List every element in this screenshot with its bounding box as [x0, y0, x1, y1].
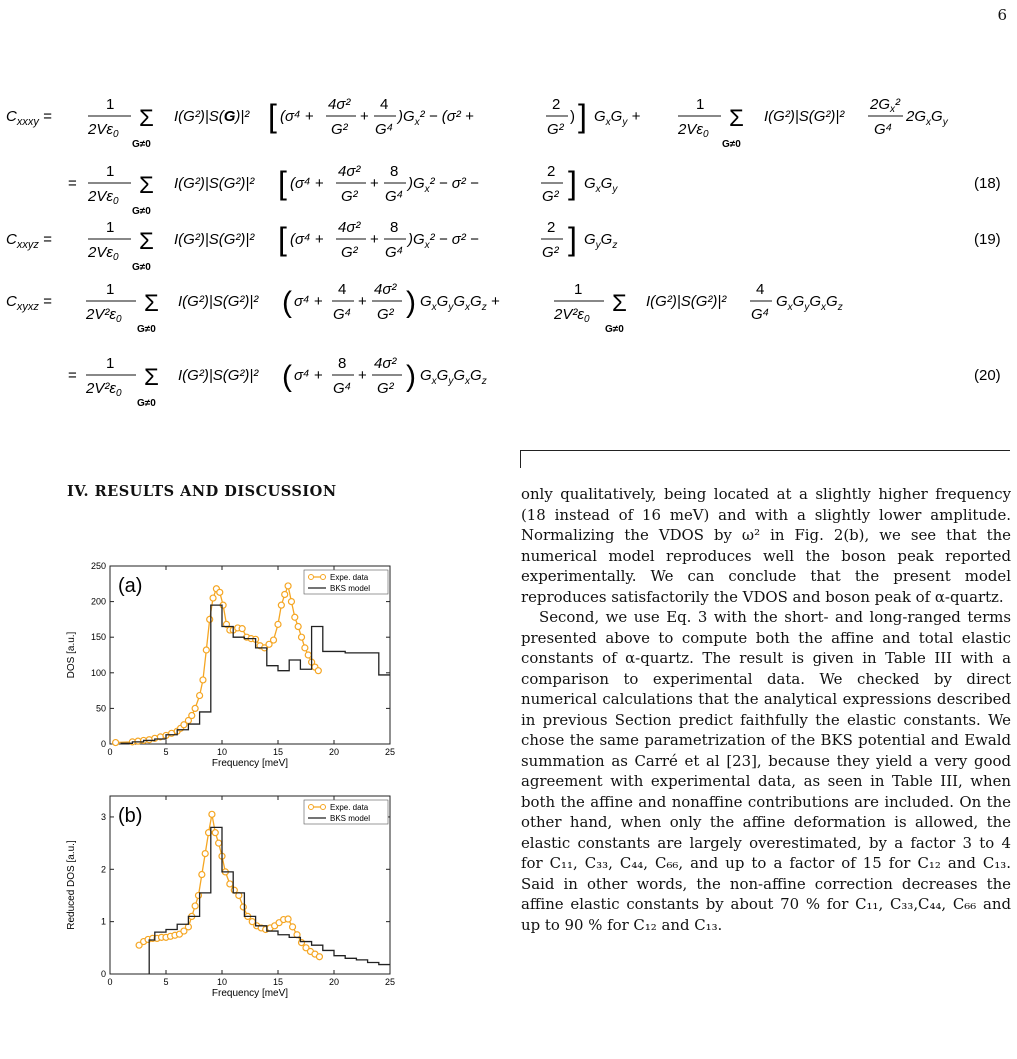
y-tick-label: 150	[90, 632, 106, 643]
svg-text:2: 2	[552, 96, 561, 113]
experiment-point	[227, 881, 233, 887]
experiment-point	[278, 602, 284, 608]
legend-exp-marker	[321, 575, 326, 580]
svg-text:2V²ε0: $2V^2\varepsilon_0$	[86, 380, 122, 399]
experiment-point	[305, 652, 311, 658]
svg-text:Σ: Σ	[139, 172, 154, 199]
svg-text:GxGy: $G_xG_y$	[584, 175, 618, 195]
legend-exp-label: Expe. data	[330, 803, 369, 812]
experiment-point	[285, 916, 291, 922]
svg-text:I(G²)|S(G²)|²: I(G²)|S(G²)|²	[174, 231, 255, 248]
y-tick-label: 0	[100, 969, 106, 979]
experiment-point	[299, 940, 305, 946]
svg-text:Cxyxz =: $C_{xyxz}$ =	[6, 293, 52, 313]
experiment-point	[202, 851, 208, 857]
svg-text:G⁴: G⁴	[874, 121, 893, 138]
svg-text:Σ: Σ	[612, 290, 627, 317]
svg-text:G²: G²	[542, 244, 559, 261]
experiment-point	[212, 830, 218, 836]
x-tick-label: 5	[163, 747, 169, 757]
experiment-point	[207, 616, 213, 622]
legend-exp-marker	[309, 575, 314, 580]
y-tick-label: 250	[90, 561, 106, 571]
svg-text:(: (	[282, 286, 292, 319]
svg-text:2V²ε0: $2V^2\varepsilon_0$	[86, 306, 122, 325]
svg-text:G²: G²	[542, 188, 559, 205]
x-tick-label: 0	[107, 977, 113, 987]
experiment-point	[302, 645, 308, 651]
x-axis-label: Frequency [meV]	[211, 988, 289, 999]
svg-text:)Gx² − σ² −: )$G_x^2 - \sigma^2$ −	[408, 231, 479, 251]
svg-text:G²: G²	[341, 244, 358, 261]
equations-svg	[6, 84, 1011, 424]
experiment-point	[282, 591, 288, 597]
svg-text:+: +	[360, 108, 369, 125]
svg-text:GyGz: $G_yG_z$	[584, 231, 618, 251]
svg-text:2: 2	[547, 163, 556, 180]
svg-text:G²: G²	[377, 306, 394, 323]
x-tick-label: 20	[328, 747, 340, 757]
svg-text:G≠0: G≠0	[722, 139, 741, 150]
x-axis-label: Frequency [meV]	[211, 758, 289, 769]
y-tick-label: 50	[95, 703, 106, 714]
svg-text:I(G²)|S(G²)|²: I(G²)|S(G²)|²	[178, 367, 259, 384]
svg-text:=: =	[68, 175, 77, 192]
section-heading: IV. RESULTS AND DISCUSSION	[67, 483, 337, 500]
x-tick-label: 15	[272, 747, 284, 757]
experiment-point	[239, 626, 245, 632]
svg-text:(: (	[282, 360, 292, 393]
x-tick-label: 25	[384, 747, 396, 757]
svg-text:=: =	[68, 367, 77, 384]
svg-text:I(G²)|S(G)|²: I(G²)|S(G)|²	[174, 108, 250, 125]
legend-exp-marker	[309, 805, 314, 810]
svg-text:]: ]	[578, 98, 587, 134]
eq-19-number: (19)	[974, 231, 1001, 248]
svg-text:1: 1	[106, 96, 115, 113]
experiment-line	[116, 586, 319, 743]
svg-text:4σ²: 4σ²	[328, 96, 351, 113]
figure-panel-b	[60, 790, 400, 1019]
x-tick-label: 25	[384, 977, 396, 987]
y-tick-label: 2	[100, 864, 106, 875]
svg-text:1: 1	[106, 281, 115, 298]
legend-model-label: BKS model	[330, 584, 371, 593]
page-number: 6	[997, 6, 1007, 24]
svg-text:G²: G²	[341, 188, 358, 205]
svg-text:GxGyGxGz: $G_xG_yG_xG_z$	[776, 293, 843, 313]
experiment-point	[290, 924, 296, 930]
svg-text:G⁴: G⁴	[385, 188, 404, 205]
svg-text:)Gx² − (σ² +: )$G_x^2 - (\sigma^2$ +	[398, 108, 474, 128]
experiment-point	[197, 693, 203, 699]
svg-text:+: +	[358, 293, 367, 310]
svg-text:2Vε0: $2V\varepsilon_0$	[88, 188, 119, 207]
experiment-point	[299, 634, 305, 640]
panel-label: (a)	[118, 575, 143, 597]
svg-text:I(G²)|S(G²)|²: I(G²)|S(G²)|²	[646, 293, 727, 310]
chart-b	[60, 790, 400, 1015]
svg-text:(σ⁴ +: (σ⁴ +	[290, 175, 324, 192]
svg-text:G≠0: G≠0	[137, 324, 156, 335]
x-tick-label: 0	[107, 747, 113, 757]
svg-text:GxGyGxGz: $G_xG_yG_xG_z$	[420, 367, 487, 387]
svg-text:(σ⁴ +: (σ⁴ +	[280, 108, 314, 125]
svg-text:G⁴: G⁴	[375, 121, 394, 138]
y-tick-label: 200	[90, 596, 106, 607]
svg-text:Σ: Σ	[144, 290, 159, 317]
experiment-point	[210, 595, 216, 601]
experiment-point	[200, 677, 206, 683]
experiment-point	[271, 637, 277, 643]
svg-text:1: 1	[106, 163, 115, 180]
svg-text:Cxxyz =: $C_{xxyz}$ =	[6, 231, 52, 251]
model-step-line	[121, 605, 390, 744]
y-tick-label: 100	[90, 667, 106, 678]
svg-text:I(G²)|S(G²)|²: I(G²)|S(G²)|²	[764, 108, 845, 125]
svg-text:GxGyGxGz +: $G_xG_yG_xG_z$ +	[420, 293, 500, 313]
paragraph-2: Second, we use Eq. 3 with the short- and long-ranged terms presented above to compute both the affine and total elastic constants of α-quartz. The result is given in Table III with a comparison to experimental data. We checked by direct numerical calculations that the analytical expressions described in previous Section predict faithfully the elastic constants. We chose the same parametrization of the BKS potential and Ewald summation as Carré et al [23], because they yield a very good agreement with experimental data, as seen in Table III, when both the affine and nonaffine contributions are included. On the other hand, when only the affine deformation is allowed, the elastic constants are largely overestimated, by a factor 3 to 4 for C₁₁, C₃₃, C₄₄, C₆₆, and up to a factor of 15 for C₁₂ and C₁₃. Said in other words, the non-affine correction decreases the affine elastic constants by about 70 % for C₁₁, C₃₃,C₄₄, C₆₆ and up to 90 % for C₁₂ and C₁₃.	[521, 608, 1011, 934]
svg-text:1: 1	[574, 281, 583, 298]
svg-text:2Gx²: $2G_x^2$	[870, 96, 901, 115]
svg-text:8: 8	[390, 163, 399, 180]
legend-exp-label: Expe. data	[330, 573, 369, 582]
svg-text:8: 8	[338, 355, 347, 372]
eq-17-lhs: $C_{xxxy}$ =	[6, 108, 52, 128]
column-rule	[520, 450, 1010, 468]
eq-18-number: (18)	[974, 175, 1001, 192]
x-tick-label: 10	[216, 747, 228, 757]
svg-text:G≠0: G≠0	[137, 398, 156, 409]
svg-text:G²: G²	[377, 380, 394, 397]
experiment-point	[240, 904, 246, 910]
svg-text:G⁴: G⁴	[751, 306, 770, 323]
svg-text:GxGy +: $G_xG_y$ +	[594, 108, 641, 128]
experiment-point	[203, 647, 209, 653]
svg-text:1: 1	[106, 219, 115, 236]
experiment-point	[275, 621, 281, 627]
svg-text:]: ]	[568, 165, 577, 201]
svg-text:G≠0: G≠0	[132, 139, 151, 150]
svg-text:): )	[406, 286, 416, 319]
svg-text:Σ: Σ	[139, 105, 154, 132]
body-text	[521, 484, 1011, 935]
equation-block	[6, 84, 1011, 424]
svg-text:σ⁴ +: σ⁴ +	[294, 293, 323, 310]
svg-text:2Vε0: $2V\varepsilon_0$	[88, 244, 119, 263]
svg-text:G⁴: G⁴	[333, 306, 352, 323]
y-tick-label: 1	[100, 916, 106, 927]
svg-text:1: 1	[696, 96, 705, 113]
svg-text:G≠0: G≠0	[132, 262, 151, 273]
experiment-point	[209, 811, 215, 817]
svg-text:G⁴: G⁴	[333, 380, 352, 397]
legend-model-label: BKS model	[330, 814, 371, 823]
svg-text:1: 1	[106, 355, 115, 372]
svg-text:)Gx² − σ² −: )$G_x^2 - \sigma^2$ −	[408, 175, 479, 195]
svg-text:4σ²: 4σ²	[374, 355, 397, 372]
y-tick-label: 3	[100, 811, 106, 822]
eq-20-number: (20)	[974, 367, 1001, 384]
svg-text:4σ²: 4σ²	[338, 219, 361, 236]
svg-text:): )	[406, 360, 416, 393]
experiment-point	[285, 583, 291, 589]
svg-text:+: +	[358, 367, 367, 384]
experiment-point	[316, 954, 322, 960]
svg-text:Σ: Σ	[144, 364, 159, 391]
legend-exp-marker	[321, 805, 326, 810]
paragraph-1: only qualitatively, being located at a slightly higher frequency (18 instead of 16 meV) and with a slightly lower amplitude. Normalizing the VDOS by ω² in Fig. 2(b), we see that the numerical model reproduces well the boson peak reported experimentally. We can conclude that the present model reproduces satisfactorily the VDOS and boson peak of α-quartz.	[521, 485, 1011, 606]
panel-label: (b)	[118, 805, 143, 827]
svg-text:G≠0: G≠0	[132, 206, 151, 217]
y-axis-label: Reduced DOS [a.u.]	[66, 840, 77, 930]
svg-text:[: [	[278, 165, 287, 201]
svg-text:4: 4	[380, 96, 389, 113]
experiment-point	[192, 903, 198, 909]
svg-text:[: [	[268, 98, 277, 134]
y-tick-label: 0	[100, 739, 106, 749]
experiment-point	[292, 614, 298, 620]
y-axis-label: DOS [a.u.]	[66, 631, 77, 679]
svg-text:[: [	[278, 221, 287, 257]
svg-text:G⁴: G⁴	[385, 244, 404, 261]
svg-text:8: 8	[390, 219, 399, 236]
svg-text:2Vε0: $2V\varepsilon_0$	[678, 121, 709, 140]
experiment-point	[189, 713, 195, 719]
experiment-point	[288, 599, 294, 605]
experiment-point	[217, 589, 223, 595]
svg-text:G²: G²	[331, 121, 348, 138]
experiment-point	[199, 872, 205, 878]
svg-text:σ⁴ +: σ⁴ +	[294, 367, 323, 384]
svg-text:I(G²)|S(G²)|²: I(G²)|S(G²)|²	[174, 175, 255, 192]
x-tick-label: 20	[328, 977, 340, 987]
svg-text:Σ: Σ	[139, 228, 154, 255]
svg-text:G²: G²	[547, 121, 564, 138]
svg-text:]: ]	[568, 221, 577, 257]
x-tick-label: 15	[272, 977, 284, 987]
svg-text:): )	[570, 108, 575, 125]
svg-text:2GxGy: $2G_xG_y$	[906, 108, 948, 128]
x-tick-label: 10	[216, 977, 228, 987]
experiment-point	[216, 840, 222, 846]
svg-text:Σ: Σ	[729, 105, 744, 132]
svg-text:+: +	[370, 231, 379, 248]
svg-text:G≠0: G≠0	[605, 324, 624, 335]
svg-text:4: 4	[338, 281, 347, 298]
figure-panel-a	[60, 560, 400, 789]
experiment-point	[315, 668, 321, 674]
model-step-line	[149, 827, 390, 974]
experiment-point	[113, 740, 119, 746]
svg-text:4σ²: 4σ²	[374, 281, 397, 298]
svg-text:2Vε0: $2V\varepsilon_0$	[88, 121, 119, 140]
chart-a	[60, 560, 400, 785]
experiment-point	[295, 624, 301, 630]
svg-text:2V²ε0: $2V^2\varepsilon_0$	[554, 306, 590, 325]
svg-text:4: 4	[756, 281, 765, 298]
experiment-point	[192, 705, 198, 711]
svg-text:4σ²: 4σ²	[338, 163, 361, 180]
x-tick-label: 5	[163, 977, 169, 987]
svg-text:2: 2	[547, 219, 556, 236]
svg-text:+: +	[370, 175, 379, 192]
svg-text:I(G²)|S(G²)|²: I(G²)|S(G²)|²	[178, 293, 259, 310]
svg-text:(σ⁴ +: (σ⁴ +	[290, 231, 324, 248]
